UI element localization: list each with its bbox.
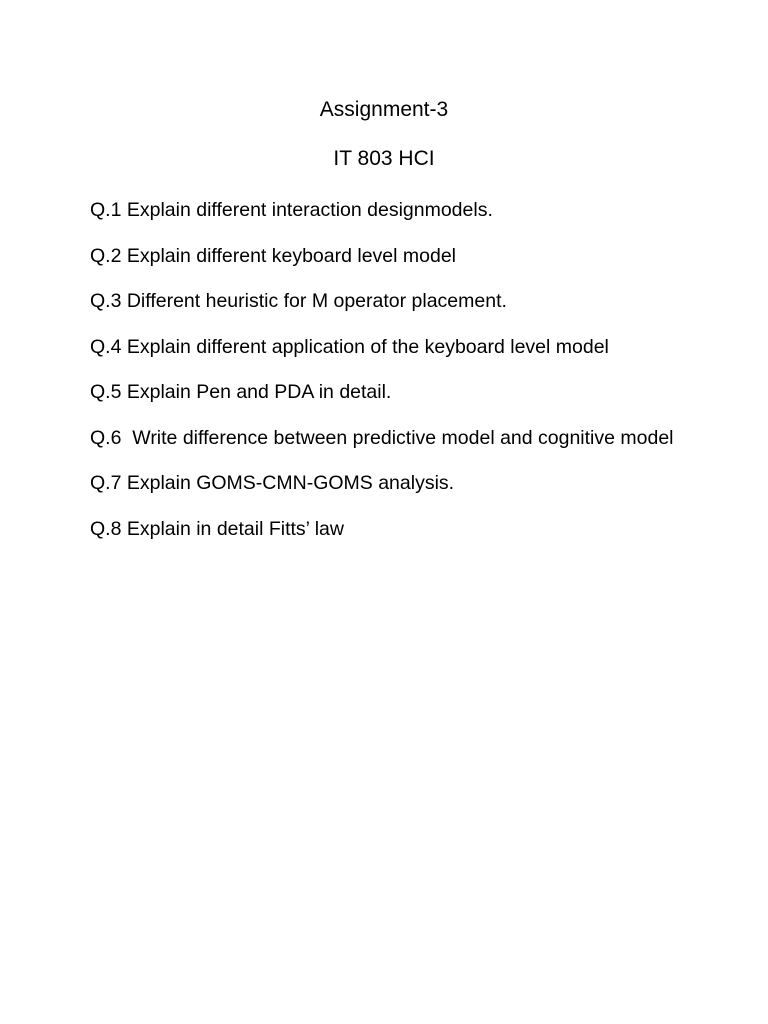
question-6: Q.6 Write difference between predictive model and cognitive model	[90, 426, 674, 449]
question-2: Q.2 Explain different keyboard level model	[90, 244, 457, 267]
question-list	[90, 194, 690, 558]
question-1: Q.1 Explain different interaction designmodels.	[90, 199, 493, 221]
document-subtitle: IT 803 HCI	[333, 147, 435, 170]
question-7: Q.7 Explain GOMS-CMN-GOMS analysis.	[90, 472, 455, 494]
question-3: Q.3 Different heuristic for M operator placement.	[90, 290, 507, 312]
question-5: Q.5 Explain Pen and PDA in detail.	[90, 381, 392, 403]
question-4: Q.4 Explain different application of the keyboard level model	[90, 335, 609, 358]
question-8: Q.8 Explain in detail Fitts’ law	[90, 517, 344, 540]
document-title: Assignment-3	[319, 98, 449, 121]
